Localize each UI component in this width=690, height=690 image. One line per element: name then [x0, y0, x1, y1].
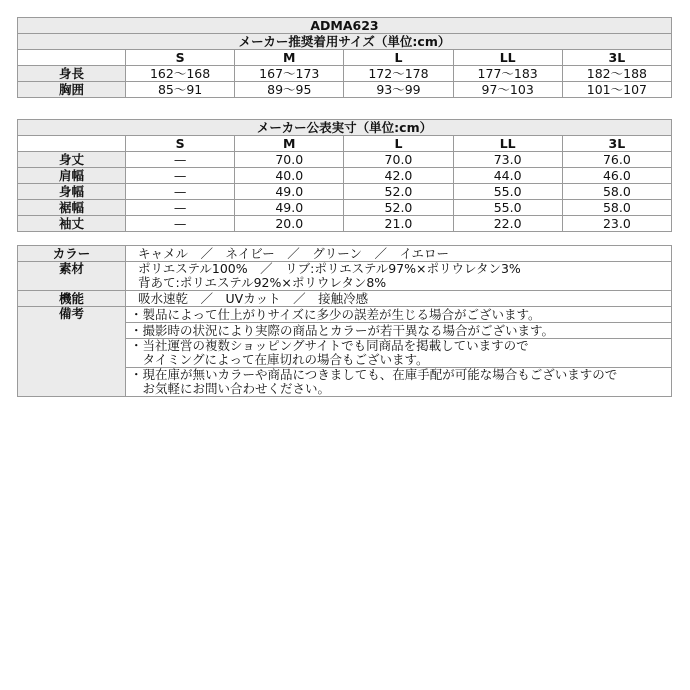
table-cell: 49.0 — [235, 200, 344, 216]
note-line: ・製品によって仕上がりサイズに多少の誤差が生じる場合がございます。 — [130, 306, 541, 322]
measured-size-table — [17, 119, 672, 232]
note-line: ・撮影時の状況により実際の商品とカラーが若干異なる場合がございます。 — [130, 322, 555, 338]
size-header: L — [344, 50, 453, 66]
material-row — [18, 262, 672, 291]
material-label: 素材 — [18, 262, 126, 291]
corner-cell — [18, 136, 126, 152]
row-label: 裾幅 — [18, 200, 126, 216]
note-line: ・当社運営の複数ショッピングサイトでも同商品を掲載していますので — [130, 338, 529, 353]
color-row — [18, 246, 672, 262]
table-row — [18, 168, 672, 184]
table-cell: 23.0 — [562, 216, 671, 232]
corner-cell — [18, 50, 126, 66]
table-cell: — — [126, 168, 235, 184]
size-header: S — [126, 50, 235, 66]
table-cell: 42.0 — [344, 168, 453, 184]
table-row — [18, 82, 672, 98]
note-item — [126, 323, 672, 339]
table-cell: — — [126, 152, 235, 168]
product-details-table — [17, 245, 672, 397]
table-cell: 172〜178 — [344, 66, 453, 82]
material-line: ポリエステル100% ／ リブ:ポリエステル97%×ポリウレタン3% — [138, 261, 521, 276]
size-header-row — [18, 50, 672, 66]
color-label: カラー — [18, 246, 126, 262]
table-cell: 85〜91 — [126, 82, 235, 98]
table-row — [18, 184, 672, 200]
table-cell: 182〜188 — [562, 66, 671, 82]
notes-row — [18, 307, 672, 323]
table-cell: 97〜103 — [453, 82, 562, 98]
row-label: 身長 — [18, 66, 126, 82]
material-value — [126, 262, 672, 291]
table-cell: — — [126, 184, 235, 200]
note-line: タイミングによって在庫切れの場合もございます。 — [130, 352, 429, 367]
size-header: M — [235, 136, 344, 152]
size-header: M — [235, 50, 344, 66]
table-row — [18, 152, 672, 168]
function-label: 機能 — [18, 291, 126, 307]
table-cell: 58.0 — [562, 200, 671, 216]
row-label: 身丈 — [18, 152, 126, 168]
note-line: お気軽にお問い合わせください。 — [130, 381, 331, 396]
table-cell: 20.0 — [235, 216, 344, 232]
size-header: S — [126, 136, 235, 152]
size-header: L — [344, 136, 453, 152]
note-line: ・現在庫が無いカラーや商品につきましても、在庫手配が可能な場合もございますので — [130, 367, 618, 382]
table-cell: 58.0 — [562, 184, 671, 200]
notes-label: 備考 — [18, 307, 126, 397]
table-cell: 167〜173 — [235, 66, 344, 82]
row-label: 身幅 — [18, 184, 126, 200]
table-cell: 52.0 — [344, 200, 453, 216]
color-value: キャメル ／ ネイビー ／ グリーン ／ イエロー — [126, 246, 672, 262]
table-cell: 70.0 — [344, 152, 453, 168]
table-row — [18, 66, 672, 82]
size-header: LL — [453, 50, 562, 66]
row-label: 肩幅 — [18, 168, 126, 184]
table-cell: 177〜183 — [453, 66, 562, 82]
row-label: 袖丈 — [18, 216, 126, 232]
size-header: 3L — [562, 136, 671, 152]
table-cell: 49.0 — [235, 184, 344, 200]
size-header: 3L — [562, 50, 671, 66]
table-cell: 89〜95 — [235, 82, 344, 98]
recommended-title: メーカー推奨着用サイズ（単位:cm） — [18, 34, 672, 50]
table-cell: 73.0 — [453, 152, 562, 168]
table-cell: 22.0 — [453, 216, 562, 232]
table-cell: — — [126, 216, 235, 232]
row-label: 胸囲 — [18, 82, 126, 98]
table-cell: 162〜168 — [126, 66, 235, 82]
size-header-row — [18, 136, 672, 152]
table-row — [18, 200, 672, 216]
size-header: LL — [453, 136, 562, 152]
table-cell: 70.0 — [235, 152, 344, 168]
note-item — [126, 368, 672, 397]
recommended-size-table — [17, 17, 672, 98]
table-row — [18, 216, 672, 232]
product-code: ADMA623 — [18, 18, 672, 34]
table-cell: 101〜107 — [562, 82, 671, 98]
table-cell: 44.0 — [453, 168, 562, 184]
table-cell: 40.0 — [235, 168, 344, 184]
table-cell: 21.0 — [344, 216, 453, 232]
table-cell: 46.0 — [562, 168, 671, 184]
table-cell: 93〜99 — [344, 82, 453, 98]
note-item — [126, 307, 672, 323]
table-cell: 55.0 — [453, 200, 562, 216]
function-row — [18, 291, 672, 307]
function-value: 吸水速乾 ／ UVカット ／ 接触冷感 — [126, 291, 672, 307]
table-cell: 76.0 — [562, 152, 671, 168]
material-line: 背あて:ポリエステル92%×ポリウレタン8% — [138, 275, 387, 290]
table-cell: — — [126, 200, 235, 216]
table-cell: 52.0 — [344, 184, 453, 200]
table-cell: 55.0 — [453, 184, 562, 200]
note-item — [126, 339, 672, 368]
measured-title: メーカー公表実寸（単位:cm） — [18, 120, 672, 136]
